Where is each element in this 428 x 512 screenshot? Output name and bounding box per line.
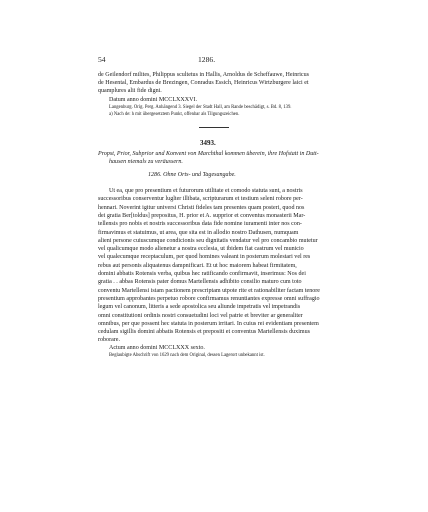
body-line: hennari. Noverint igitur universi Christi fideles tam presentes quam posteri, quod nos bbox=[98, 204, 305, 211]
body-line: omni constitutioni ordinis nostri consuetudini loci vel patrie et breviter ar generaliter bbox=[98, 312, 303, 319]
body-line: rebus aut personis aliquatenus dampnificari. Et ut hoc maiorem habeat firmitatem, bbox=[98, 262, 297, 269]
section-divider bbox=[199, 127, 229, 128]
prev-doc-source-note: Langenburg. Orig. Perg. Anhängend 3. Siegel der Stadt Hall, am Rande beschädigt, s. Bd. 8, 139. bbox=[109, 105, 292, 110]
document-source-note: Beglaubigte Abschrift von 1629 nach dem Original, dessen Lagerort unbekannt ist. bbox=[109, 353, 265, 358]
body-line: conventu Martellensi istam pactionem prescriptam utpote rite et rationabiliter factam tenore bbox=[98, 287, 320, 294]
body-line: vel qualicumque modo alienetur a nostra ecclesia, ut ibidem fiat castrum vel municio bbox=[98, 246, 304, 253]
running-year: 1286. bbox=[198, 55, 216, 64]
prev-doc-line: de Hesental, Embardus de Brezingen, Conradus Essich, Heinricus Wirtzburgere laici et bbox=[98, 80, 309, 86]
prev-doc-datum: Datum anno domini MCCLXXXVI. bbox=[109, 97, 198, 103]
body-line: successoribus conserventur luglter illibata, scripturarum et testium seleni robore per- bbox=[98, 196, 303, 203]
body-line: legum vel canonum, litteris a sede apostolica seu aliunde impetratis vel impetrandis bbox=[98, 304, 301, 311]
prev-doc-line: quamplures alii fide digni. bbox=[98, 88, 162, 94]
body-line: omnibus, per que possent hec statuta in posterum irritari. In cuius rei evidentiam presentem bbox=[98, 320, 319, 327]
body-line: Ut ea, que pro presentium et futurorum utilitate et comodo statuta sunt, a nostris bbox=[109, 188, 303, 194]
body-line: gratia . . abbas Rotensis pater domus Martellensis adhibito consilio maturo cum toto bbox=[98, 279, 302, 286]
body-line: roborare. bbox=[98, 337, 120, 344]
body-line: presentium approbantes perpetuo robore confirmamus renuntiantes expresse omni suffragio bbox=[98, 295, 320, 302]
document-actum: Actum anno domini MCCLXXX sexto. bbox=[109, 345, 205, 351]
prev-doc-line: de Geilendorf milites, Philippus scultetus in Hallis, Arnoldus de Scheffauwe, Heinricus bbox=[98, 72, 309, 78]
body-line: cedulam sigillis domini abbatis Rotensis et prepositi et conventus Martellensis duximus bbox=[98, 329, 310, 336]
document-heading-line: hausen niemals zu veräussern. bbox=[109, 159, 183, 165]
document-number: 3493. bbox=[200, 139, 216, 147]
prev-doc-footnote: a) Nach de: h mit übergesetztem Punkt, offenbar als Tilgungszeichen. bbox=[109, 112, 240, 117]
body-line: alieni persone cuiuscumque condicionis seu dignitatis vendatur vel pro concambio mutetur bbox=[98, 237, 318, 244]
page-number: 54 bbox=[98, 55, 106, 64]
body-line: dei gratia Ber[toldus] prepositus, H. prior et A. supprior et conventus monasterii Mar- bbox=[98, 212, 306, 219]
body-line: vel qualecumque receptaculum, per quod homines valeant in posterum molestari vel res bbox=[98, 254, 311, 261]
body-line: tellensis pro nobis et nostris successoribus data fide nomine iuramenti inter nos con- bbox=[98, 221, 302, 228]
body-line: firmavimus et statuimus, ut area, que sita est in allodio nostro Dathusen, numquam bbox=[98, 229, 299, 236]
document-dateline: 1286. Ohne Orts- und Tagesangabe. bbox=[148, 172, 236, 178]
document-heading-line: Propst, Prior, Subprior und Konvent von Marchthal kommen überein, ihre Hofstatt in Dutt- bbox=[98, 151, 319, 157]
body-line: domini abbatis Rotensis verba, quibus hec ratificando confirmavit, inserimus: Nos dei bbox=[98, 271, 306, 277]
